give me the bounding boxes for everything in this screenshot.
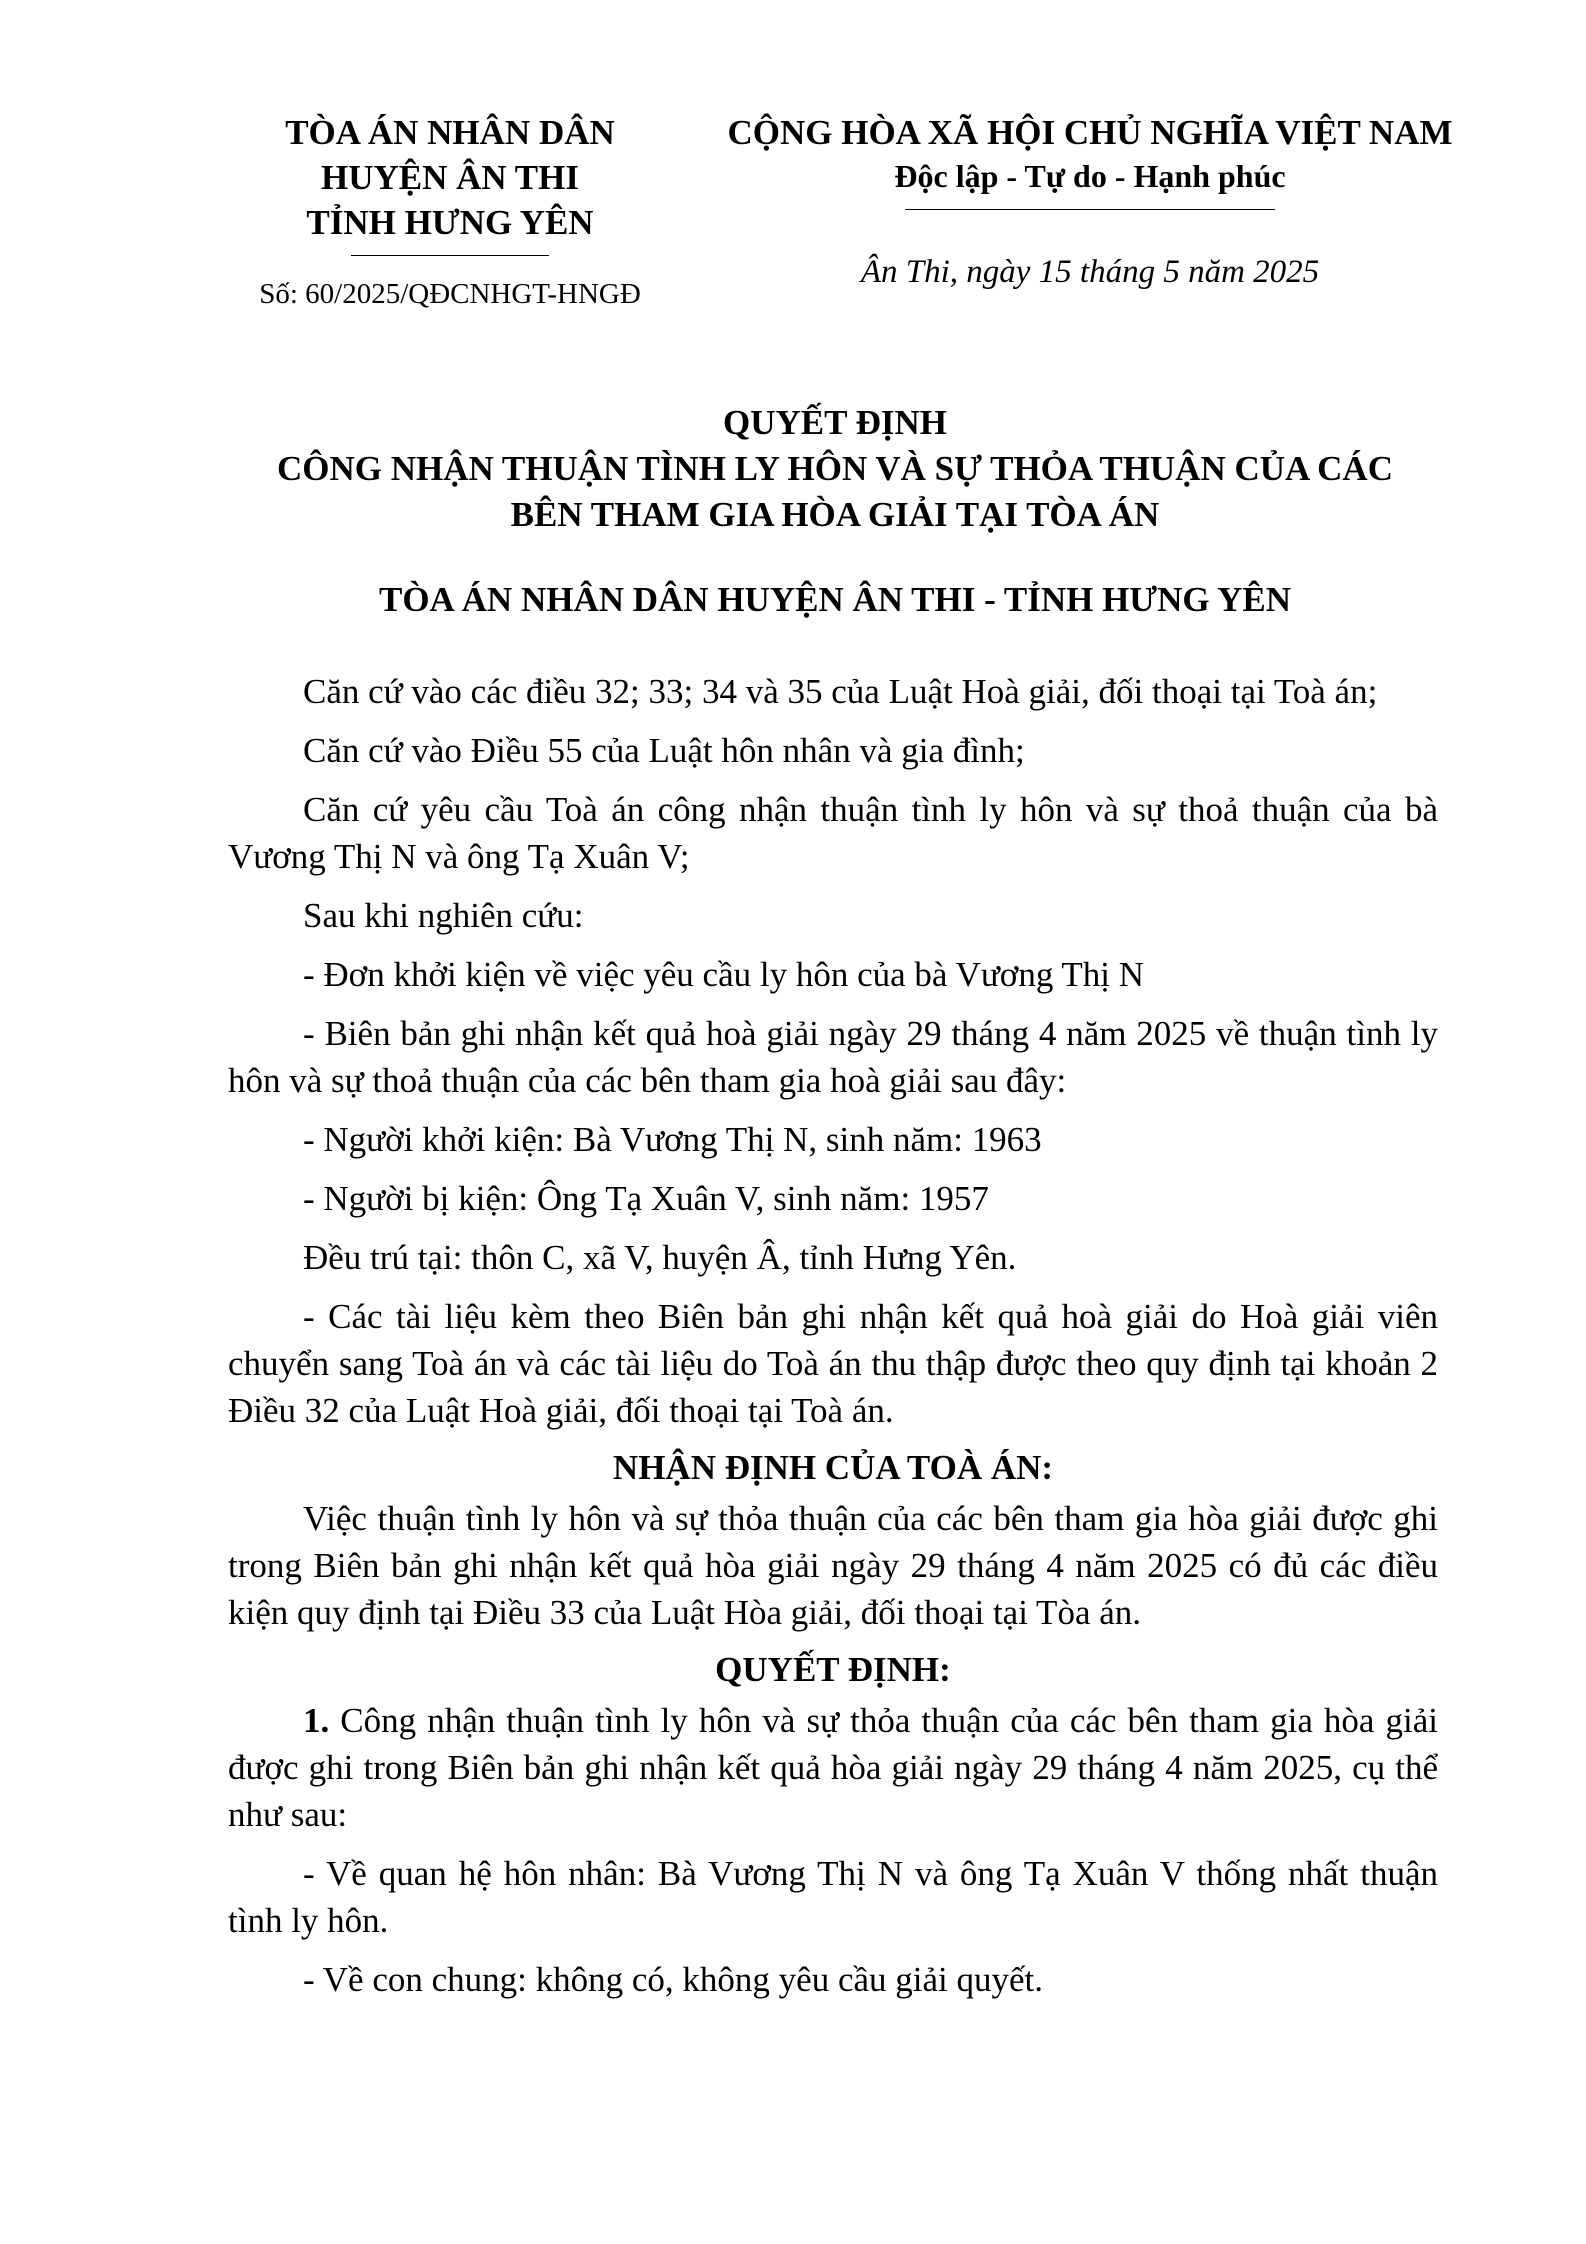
paragraph-legal-basis-2: Căn cứ vào Điều 55 của Luật hôn nhân và gia đình; [303, 731, 1025, 770]
title-line-3: BÊN THAM GIA HÒA GIẢI TẠI TÒA ÁN [510, 495, 1160, 534]
paragraph-defendant: - Người bị kiện: Ông Tạ Xuân V, sinh năm: 1957 [303, 1179, 989, 1218]
paragraph-legal-basis-3: Căn cứ yêu cầu Toà án công nhận thuận tình ly hôn và sự thoả thuận của bà Vương Thị N và ông Tạ Xuân V; [228, 790, 1438, 876]
national-title: CỘNG HÒA XÃ HỘI CHỦ NGHĨA VIỆT NAM [727, 113, 1453, 152]
court-name-line-1: TÒA ÁN NHÂN DÂN [285, 113, 615, 152]
national-header [700, 110, 1480, 291]
issuing-court: TÒA ÁN NHÂN DÂN HUYỆN ÂN THI - TỈNH HƯNG YÊN [378, 580, 1292, 619]
paragraph-findings: Việc thuận tình ly hôn và sự thỏa thuận của các bên tham gia hòa giải được ghi trong Biên bản ghi nhận kết quả hòa giải ngày 29 tháng 4 năm 2025 có đủ các điều kiện quy định tại Điều 33 của Luật Hòa giải, đối thoại tại Tòa án. [228, 1499, 1438, 1632]
paragraph-residence: Đều trú tại: thôn C, xã V, huyện Â, tỉnh Hưng Yên. [303, 1238, 1017, 1277]
court-name-line-3: TỈNH HƯNG YÊN [306, 203, 594, 242]
paragraph-marriage-relation: - Về quan hệ hôn nhân: Bà Vương Thị N và ông Tạ Xuân V thống nhất thuận tình ly hôn. [228, 1854, 1438, 1940]
court-header [210, 110, 690, 311]
title-line-2: CÔNG NHẬN THUẬN TÌNH LY HÔN VÀ SỰ THỎA THUẬN CỦA CÁC [277, 449, 1393, 488]
paragraph-after-review: Sau khi nghiên cứu: [303, 896, 584, 935]
paragraph-attached-documents: - Các tài liệu kèm theo Biên bản ghi nhận kết quả hoà giải do Hoà giải viên chuyển sang Toà án và các tài liệu do Toà án thu thập được theo quy định tại khoản 2 Điều 32 của Luật Hoà giải, đối thoại tại Toà án. [228, 1297, 1438, 1430]
court-name-line-2: HUYỆN ÂN THI [320, 158, 579, 197]
decision-item-number: 1. [303, 1701, 330, 1740]
paragraph-mediation-record: - Biên bản ghi nhận kết quả hoà giải ngày 29 tháng 4 năm 2025 về thuận tình ly hôn và sự thoả thuận của các bên tham gia hoà giải sau đây: [228, 1014, 1438, 1100]
place-and-date: Ân Thi, ngày 15 tháng 5 năm 2025 [860, 254, 1320, 290]
decision-item-text: Công nhận thuận tình ly hôn và sự thỏa thuận của các bên tham gia hòa giải được ghi trong Biên bản ghi nhận kết quả hòa giải ngày 29 tháng 4 năm 2025, cụ thể như sau: [228, 1701, 1438, 1834]
paragraph-petition: - Đơn khởi kiện về việc yêu cầu ly hôn của bà Vương Thị N [303, 955, 1145, 994]
paragraph-plaintiff: - Người khởi kiện: Bà Vương Thị N, sinh năm: 1963 [303, 1120, 1042, 1159]
court-header-divider [351, 255, 549, 256]
paragraph-common-children: - Về con chung: không có, không yêu cầu giải quyết. [303, 1960, 1044, 1999]
paragraph-decision-1 [228, 1697, 1438, 1838]
title-line-1: QUYẾT ĐỊNH [723, 403, 947, 442]
document-number: Số: 60/2025/QĐCNHGT-HNGĐ [259, 278, 641, 310]
document-body [228, 668, 1438, 2015]
document-title [200, 400, 1470, 538]
section-heading-findings: NHẬN ĐỊNH CỦA TOÀ ÁN: [612, 1448, 1054, 1487]
motto-divider [905, 209, 1275, 210]
section-heading-decision: QUYẾT ĐỊNH: [715, 1650, 951, 1689]
national-motto: Độc lập - Tự do - Hạnh phúc [894, 158, 1286, 194]
paragraph-legal-basis-1: Căn cứ vào các điều 32; 33; 34 và 35 của Luật Hoà giải, đối thoại tại Toà án; [303, 672, 1378, 711]
